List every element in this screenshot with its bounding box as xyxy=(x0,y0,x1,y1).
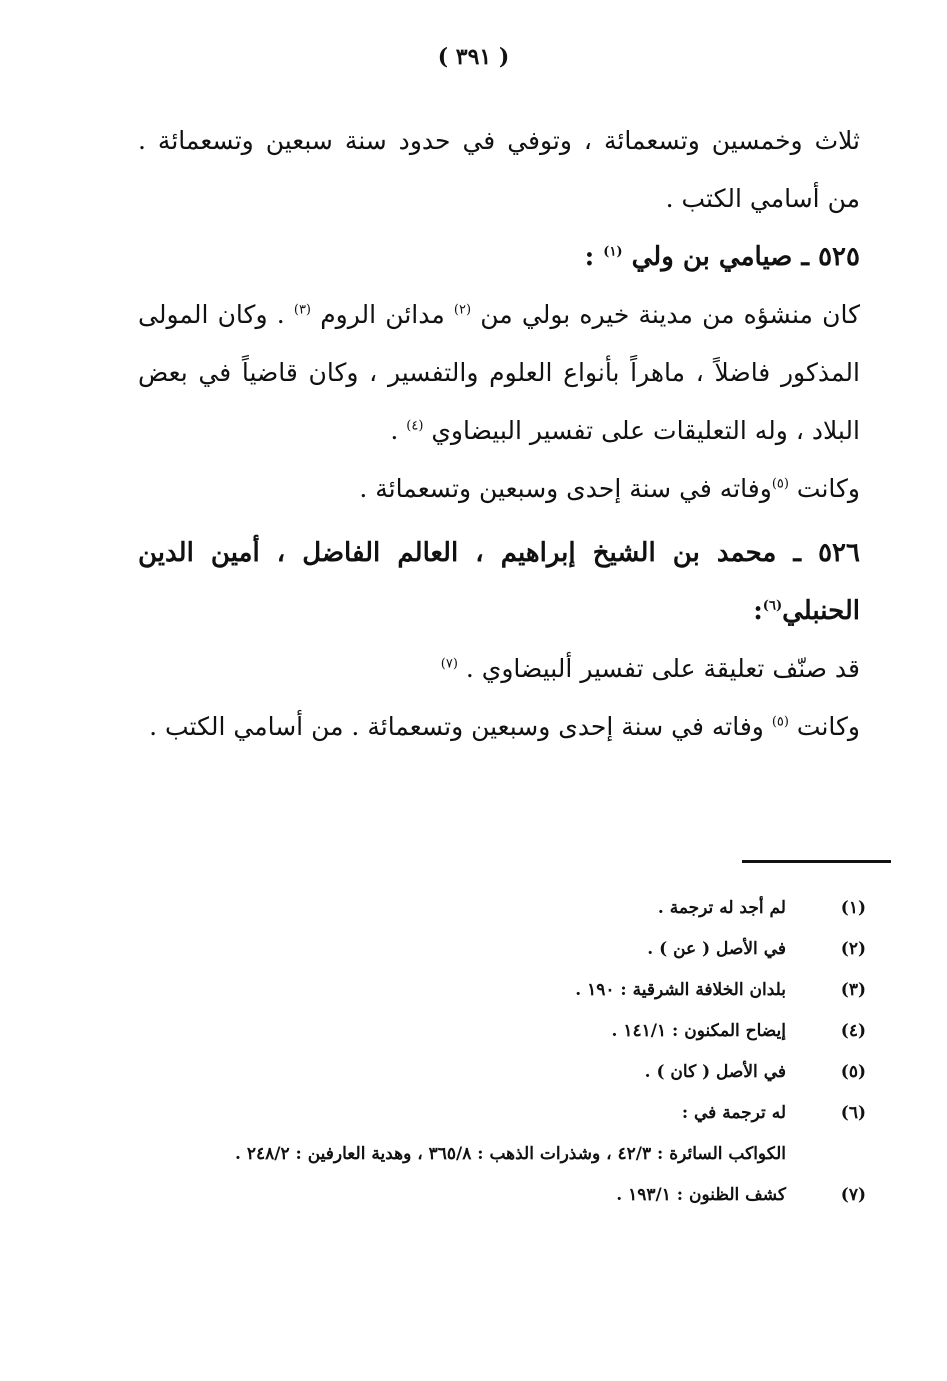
footnote-number: (٣) xyxy=(840,980,866,1000)
footnote-number: (٦) xyxy=(840,1103,866,1123)
footnote-ref-3: (٣) xyxy=(293,302,311,318)
entry-526-text-1: قد صنّف تعليقة على تفسير ألبيضاوي . xyxy=(457,654,860,683)
entry-525-death-1: وكانت xyxy=(788,474,860,503)
footnote-number: (٧) xyxy=(840,1185,866,1205)
footnote-text: كشف الظنون : ١٩٣/١ . xyxy=(616,1185,786,1205)
footnote-text: بلدان الخلافة الشرقية : ١٩٠ . xyxy=(575,980,786,1000)
footnote-ref-2: (٢) xyxy=(453,302,472,318)
footnote-2 xyxy=(140,929,866,970)
footnote-text: في الأصل ( كان ) . xyxy=(644,1062,786,1082)
footnote-number: (٢) xyxy=(840,939,866,959)
entry-525-text-3: . وكان المولى المذكور فاضلاً ، ماهراً بأنواع العلوم والتفسير ، وكان قاضياً في بعض البلاد ، وله التعليقات على تفسير البيضاوي xyxy=(138,300,860,445)
entry-525-body xyxy=(138,286,860,460)
entry-525-text-4: . xyxy=(390,416,407,445)
footnote-ref-5a: (٥) xyxy=(771,476,789,492)
footnote-3 xyxy=(140,970,866,1011)
footnote-6 xyxy=(140,1093,866,1134)
entry-526-death xyxy=(138,698,860,756)
entry-525-colon: : xyxy=(584,242,604,272)
footnote-text: إيضاح المكنون : ١٤١/١ . xyxy=(611,1021,786,1041)
entry-526-death-2: وفاته في سنة إحدى وسبعين وتسعمائة . من أسامي الكتب . xyxy=(149,712,772,741)
entry-526-title: ٥٢٦ ـ محمد بن الشيخ إبراهيم ، العالم الفاضل ، أمين الدين الحنبلي xyxy=(138,538,860,626)
footnote-ref-1: (١) xyxy=(603,244,623,260)
footnote-text: له ترجمة في : xyxy=(681,1103,786,1123)
footnote-ref-7: (٧) xyxy=(440,656,458,672)
footnote-number: (٥) xyxy=(840,1062,866,1082)
footnote-5 xyxy=(140,1052,866,1093)
footnote-text: في الأصل ( عن ) . xyxy=(647,939,786,959)
footnote-ref-5b: (٥) xyxy=(771,714,789,730)
footnote-ref-4: (٤) xyxy=(406,418,424,434)
footnote-ref-6: (٦) xyxy=(762,598,783,614)
footnote-4 xyxy=(140,1011,866,1052)
entry-525-death xyxy=(138,460,860,518)
entry-525-text-1: كان منشؤه من مدينة خيره بولي من xyxy=(471,300,860,329)
footnote-7 xyxy=(140,1175,866,1216)
entry-526-heading xyxy=(138,524,860,640)
footnote-number: (٤) xyxy=(840,1021,866,1041)
page-number: ( ٣٩١ ) xyxy=(437,44,510,70)
continuation-paragraph: ثلاث وخمسين وتسعمائة ، وتوفي في حدود سنة سبعين وتسعمائة . من أسامي الكتب . xyxy=(138,126,860,213)
entry-526-death-1: وكانت xyxy=(788,712,860,741)
footnote-separator xyxy=(742,860,891,863)
footnotes xyxy=(140,888,866,1216)
entry-525-text-2: مدائن الروم xyxy=(311,300,454,329)
entry-525-death-2: وفاته في سنة إحدى وسبعين وتسعمائة . xyxy=(359,474,772,503)
footnote-6-continuation: الكواكب السائرة : ٤٢/٣ ، وشذرات الذهب : ٣٦٥/٨ ، وهدية العارفين : ٢٤٨/٢ . xyxy=(235,1144,786,1164)
entry-525-heading xyxy=(138,228,860,286)
entry-525-title: ٥٢٥ ـ صيامي بن ولي xyxy=(631,242,860,272)
footnote-text: لم أجد له ترجمة . xyxy=(657,898,786,918)
main-text xyxy=(138,112,860,756)
footnote-number: (١) xyxy=(840,898,866,918)
footnote-1 xyxy=(140,888,866,929)
entry-526-colon: : xyxy=(753,596,763,626)
entry-526-body xyxy=(138,640,860,698)
